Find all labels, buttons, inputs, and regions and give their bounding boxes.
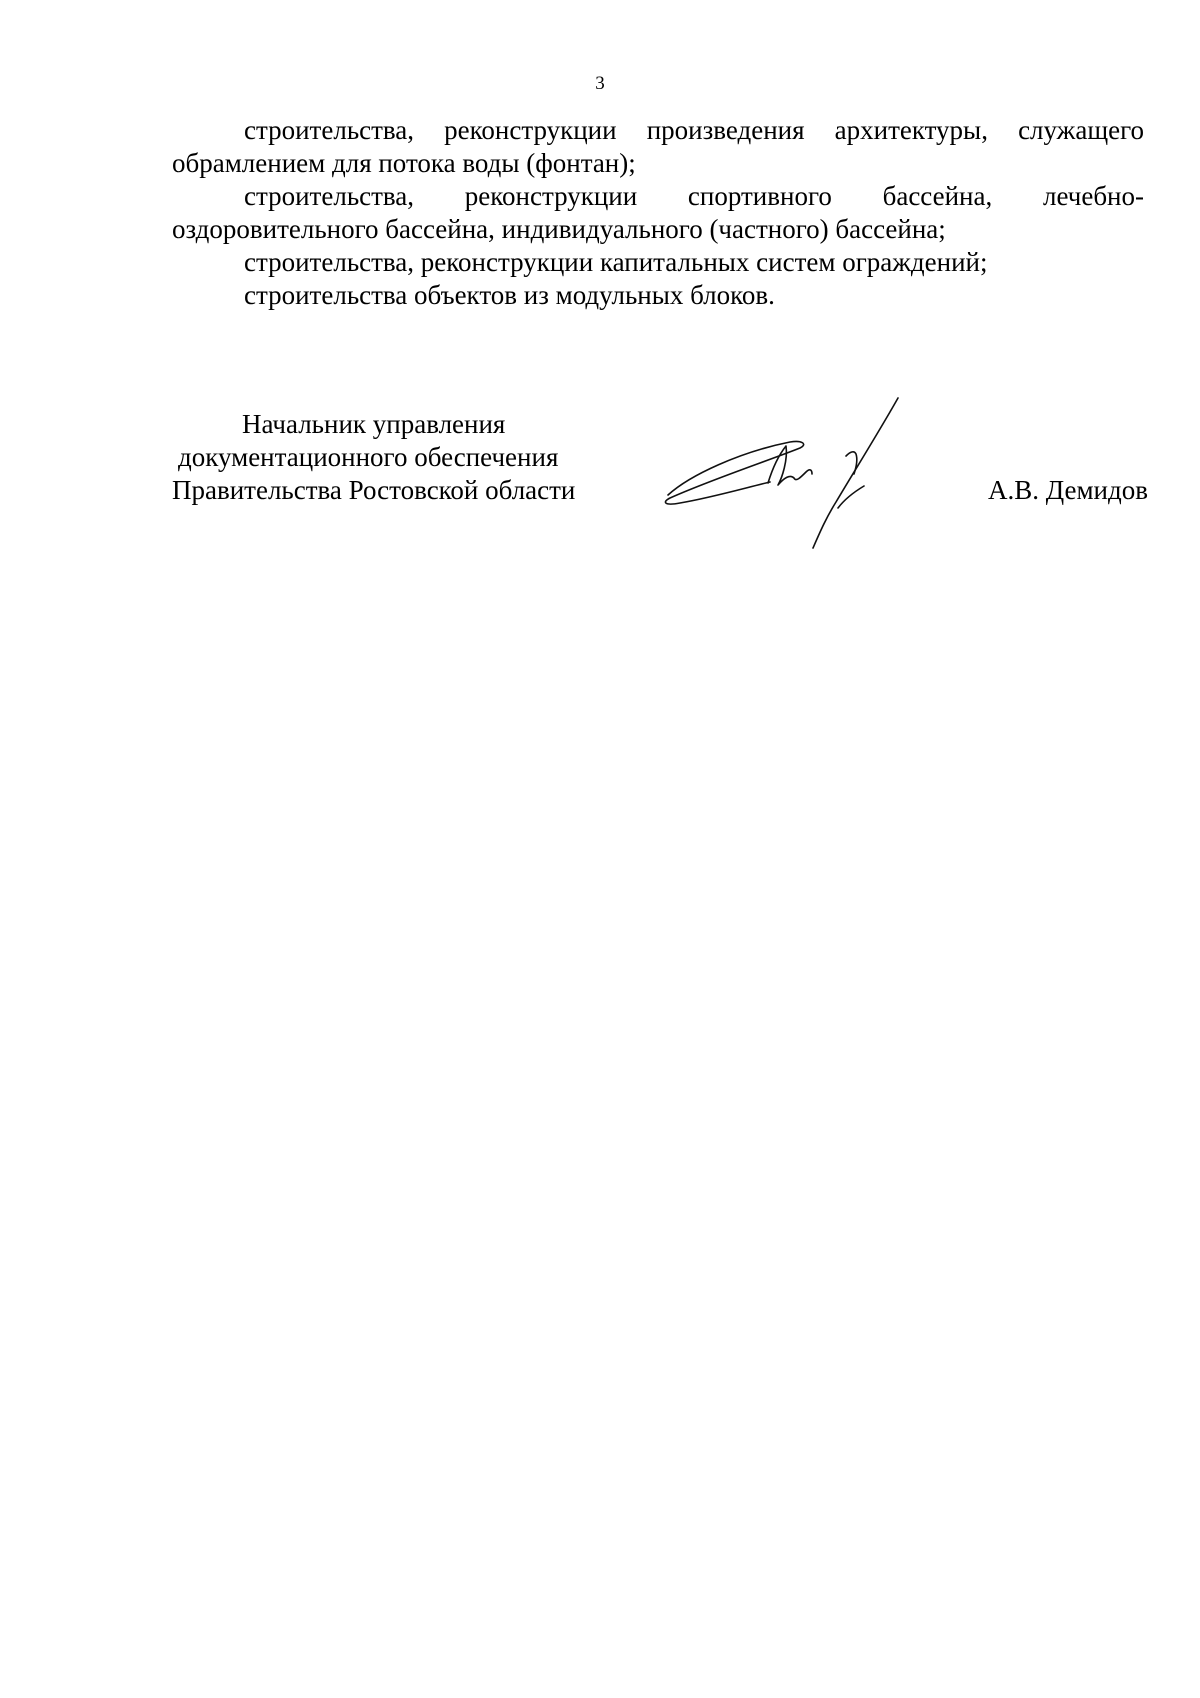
signatory-name: А.В. Демидов — [987, 475, 1148, 505]
paragraph-modular: строительства объектов из модульных блоков. — [244, 280, 775, 310]
paragraph-fountain: строительства, реконструкции произведения архитектуры, служащего обрамлением для потока воды (фонтан); — [172, 115, 1144, 178]
page-number: 3 — [595, 73, 605, 94]
signatory-position-line-3: Правительства Ростовской области — [172, 475, 576, 505]
signatory-position-line-2: документационного обеспечения — [178, 442, 559, 472]
paragraph-pools: строительства, реконструкции спортивного бассейна, лечебно-оздоровительного бассейна, индивидуального (частного) бассейна; — [172, 181, 1144, 244]
document-body — [172, 114, 1144, 312]
paragraph-fencing: строительства, реконструкции капитальных систем ограждений; — [244, 247, 988, 277]
signatory-position — [172, 408, 575, 507]
handwritten-signature-icon — [650, 390, 940, 560]
signatory-position-line-1: Начальник управления — [242, 409, 506, 439]
